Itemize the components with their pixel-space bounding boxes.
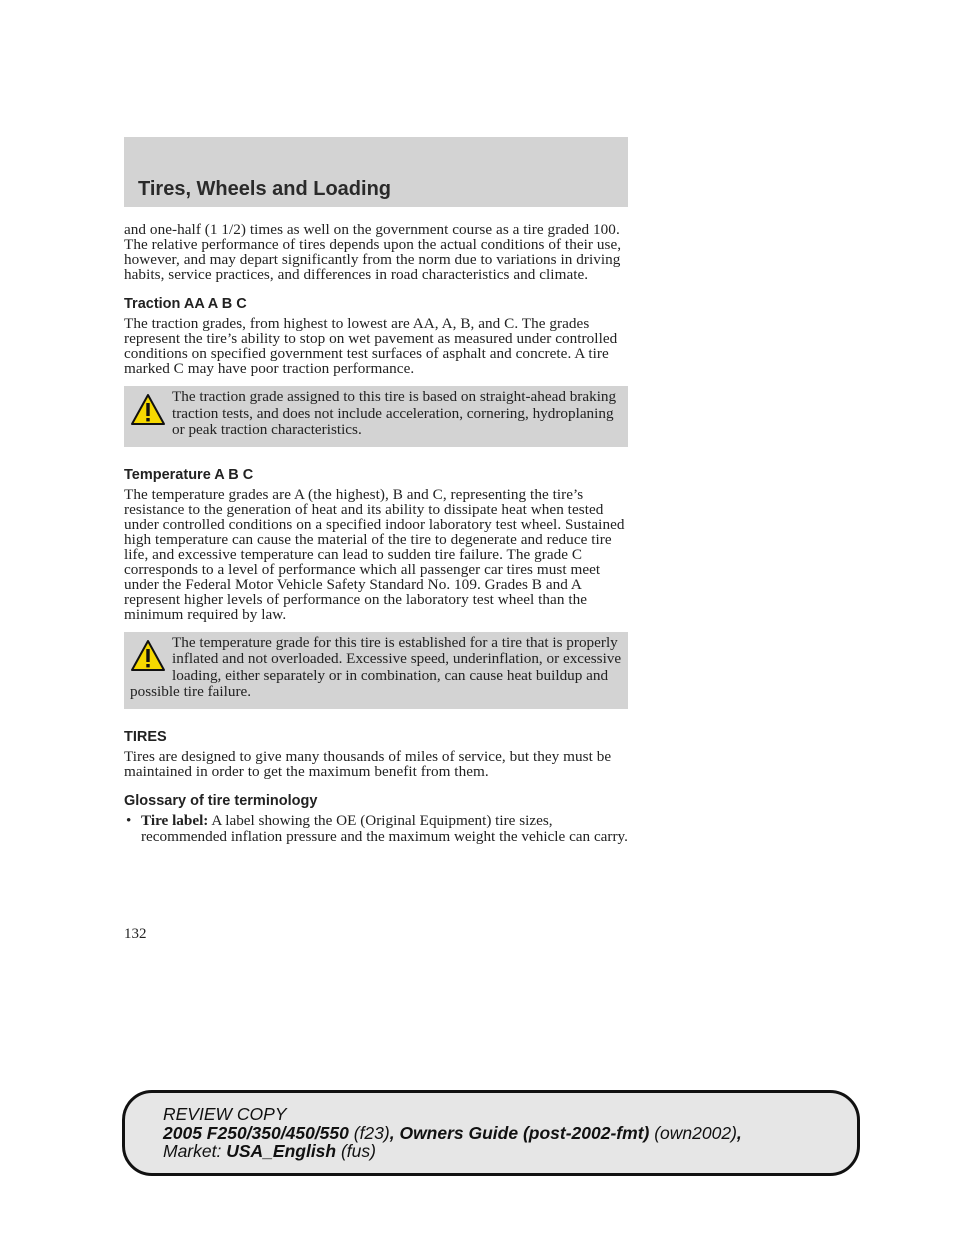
traction-warning-box <box>124 386 628 447</box>
footer-text <box>163 1105 742 1161</box>
temperature-heading: Temperature A B C <box>124 466 254 483</box>
temperature-paragraph: The temperature grades are A (the highest), B and C, representing the tire’s resistance to the generation of heat and its ability to dissipate heat when tested under controlled conditions on a specified indoor laboratory test wheel. Sustained high temperature can cause the material of the tire to degenerate and reduce tire life, and excessive temperature can lead to sudden tire failure. The grade C corresponds to a level of performance which all passenger car tires must meet under the Federal Motor Vehicle Safety Standard No. 109. Grades B and A represent higher levels of performance on the laboratory test wheel than the minimum required by law. <box>124 485 625 623</box>
footer-market: USA_English <box>226 1141 337 1161</box>
footer-model-code: (f23) <box>348 1122 390 1143</box>
footer-market-label: Market: <box>163 1141 227 1161</box>
temperature-warning-box <box>124 632 628 709</box>
warning-triangle-icon <box>130 639 166 673</box>
footer-model-line <box>163 1124 742 1143</box>
glossary-item <box>124 813 628 845</box>
traction-heading: Traction AA A B C <box>124 296 247 312</box>
tires-paragraph: Tires are designed to give many thousands of miles of service, but they must be maintained in order to get the maximum benefit from them. <box>124 747 612 780</box>
glossary-heading: Glossary of tire terminology <box>124 792 318 809</box>
traction-paragraph: The traction grades, from highest to lowest are AA, A, B, and C. The grades represent the tire’s ability to stop on wet pavement as measured under controlled conditions on specified government test surfaces of asphalt and concrete. A tire marked C may have poor traction performance. <box>124 315 618 377</box>
footer-market-line <box>163 1142 742 1161</box>
warning-triangle-icon <box>130 393 166 427</box>
temperature-warning-text: The temperature grade for this tire is established for a tire that is properly inflated and not overloaded. Excessive speed, underinflation, or excessive loading, either separately or in combination, can cause heat buildup and possible tire failure. <box>130 633 622 700</box>
section-title: Tires, Wheels and Loading <box>138 178 392 200</box>
glossary-term: Tire label: <box>141 811 209 829</box>
footer-market-code: (fus) <box>336 1141 376 1161</box>
footer-guide-code: (own2002) <box>649 1122 737 1143</box>
glossary-list <box>124 813 628 845</box>
review-copy-footer <box>122 1090 860 1176</box>
footer-guide: , Owners Guide (post-2002-fmt) <box>389 1122 650 1143</box>
footer-comma: , <box>736 1122 742 1143</box>
bullet-icon: • <box>126 811 132 829</box>
intro-paragraph: and one-half (1 1/2) times as well on the government course as a tire graded 100. The relative performance of tires depends upon the actual conditions of their use, however, and may depart significantly from the norm due to variations in driving habits, service practices, and differences in road characteristics and climate. <box>124 221 622 283</box>
page-content <box>124 222 628 845</box>
footer-model: 2005 F250/350/450/550 <box>163 1122 349 1143</box>
glossary-definition: A label showing the OE (Original Equipment) tire sizes, recommended inflation pressure and the maximum weight the vehicle can carry. <box>141 811 628 845</box>
traction-warning-text: The traction grade assigned to this tire is based on straight-ahead braking traction tests, and does not include acceleration, cornering, hydroplaning or peak traction characteristics. <box>172 388 617 438</box>
section-header-band <box>124 137 628 207</box>
review-copy-label: REVIEW COPY <box>163 1104 287 1124</box>
page-number: 132 <box>124 926 147 942</box>
tires-heading: TIRES <box>124 728 167 745</box>
